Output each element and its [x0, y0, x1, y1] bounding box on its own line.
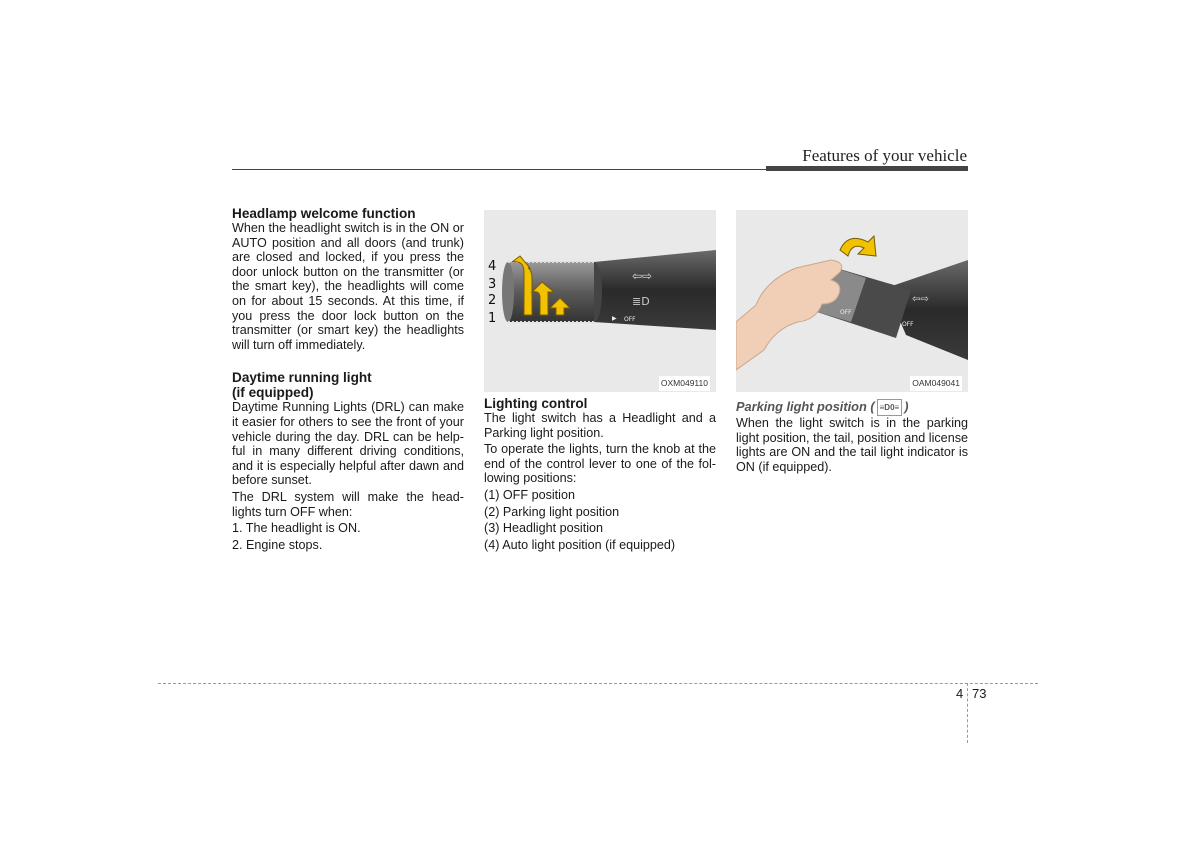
header-rule	[232, 169, 766, 170]
paragraph-lighting-intro: The light switch has a Headlight and a Parking light position.	[484, 411, 716, 440]
column-3	[736, 210, 968, 474]
page-header-title: Features of your vehicle	[802, 146, 967, 165]
svg-text:⇦⇨: ⇦⇨	[632, 269, 653, 283]
paragraph-lighting-operate: To operate the lights, turn the knob at the end of the control lever to one of the fol-lowing positions:	[484, 442, 716, 486]
svg-text:≣D: ≣D	[632, 295, 650, 308]
heading-lighting-control: Lighting control	[484, 396, 588, 411]
position-item-2: (2) Parking light position	[484, 504, 620, 519]
position-number-2: 2	[488, 293, 497, 308]
image-off-label-2: OFF	[840, 309, 852, 316]
paragraph-parking-light: When the light switch is in the parking light position, the tail, position and license lights are ON and the tail light indicator is ON (if equipped).	[736, 416, 968, 474]
heading-drl	[232, 370, 464, 400]
image-code-2: OAM049041	[910, 376, 962, 391]
position-item-3: (3) Headlight position	[484, 521, 604, 536]
position-number-3: 3	[488, 277, 497, 292]
list-item-1: 1. The headlight is ON.	[232, 521, 361, 536]
light-switch-illustration	[484, 210, 716, 392]
heading-parking-light-text: Parking light position (	[736, 399, 875, 414]
heading-parking-light-close: )	[904, 399, 909, 414]
list-item-2: 2. Engine stops.	[232, 537, 323, 552]
image-off-label: OFF	[624, 316, 636, 323]
heading-parking-light	[736, 399, 968, 416]
position-number-4: 4	[488, 259, 497, 274]
position-number-1: 1	[488, 311, 497, 326]
column-1	[232, 206, 464, 552]
chapter-number: 4	[956, 686, 964, 701]
parking-light-illustration	[736, 210, 968, 392]
paragraph-drl: Daytime Running Lights (DRL) can make it easier for others to see the front of your vehicle during the day. DRL can be help-ful in many different driving conditions, and it is especially helpful after dawn and before sunset.	[232, 400, 464, 488]
light-switch-image	[484, 210, 716, 392]
position-item-4: (4) Auto light position (if equipped)	[484, 537, 676, 552]
image-off-label-3: OFF	[902, 321, 914, 328]
parking-light-icon: ≡D0≡	[877, 399, 903, 416]
heading-drl-line1: Daytime running light	[232, 370, 372, 386]
svg-text:▶: ▶	[612, 315, 617, 322]
heading-drl-line2: (if equipped)	[232, 385, 314, 401]
footer-rule	[158, 683, 1038, 684]
paragraph-headlamp-welcome: When the headlight switch is in the ON or AUTO position and all doors (and trunk) are closed and locked, if you press the door unlock button on the transmitter (or the smart key), the headlights will come on for about 15 seconds. At this time, if you press the door lock button on the transmitter (or smart key) the headlights will turn off immediately.	[232, 221, 464, 352]
page-number: 73	[972, 686, 987, 701]
paragraph-drl-off: The DRL system will make the head-lights turn OFF when:	[232, 489, 464, 519]
column-2	[484, 210, 716, 552]
heading-headlamp-welcome: Headlamp welcome function	[232, 206, 416, 221]
footer-divider	[967, 683, 968, 743]
header-bar	[766, 166, 968, 171]
svg-text:⇦⇨: ⇦⇨	[912, 294, 929, 305]
parking-light-image	[736, 210, 968, 392]
position-item-1: (1) OFF position	[484, 487, 575, 502]
image-code: OXM049110	[659, 376, 710, 391]
